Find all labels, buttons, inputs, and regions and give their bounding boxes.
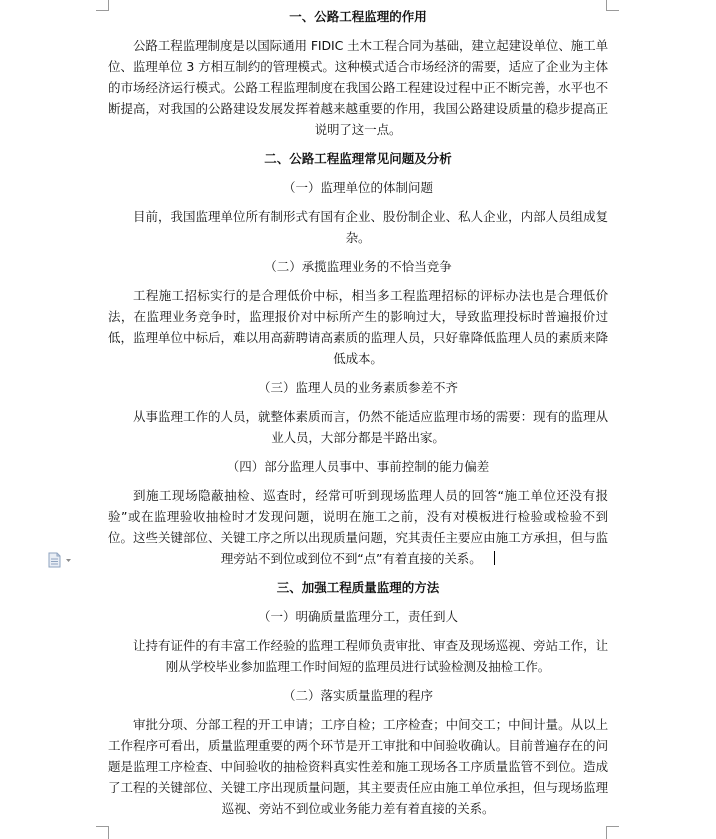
page-corner-mark xyxy=(606,826,619,839)
section-heading: 一、公路工程监理的作用 xyxy=(289,9,427,24)
document-body[interactable] xyxy=(108,6,608,827)
body-paragraph: 工程施工招标实行的是合理低价中标，相当多工程监理招标的评标办法也是合理低价法，在监理业务竞争时，监理报价对中标所产生的影响过大，导致监理投标时普遍报价过低，监理单位中标后，难以用高薪聘请高素质的监理人员，只好靠降低监理人员的素质来降低成本。 xyxy=(108,288,608,366)
text-cursor xyxy=(494,551,496,565)
body-paragraph: 从事监理工作的人员，就整体素质而言，仍然不能适应监理市场的需要：现有的监理从业人员，大部分都是半路出家。 xyxy=(133,409,608,445)
page-corner-mark xyxy=(96,826,109,839)
section-heading: 二、公路工程监理常见问题及分析 xyxy=(264,151,452,166)
subsection-heading: （二）落实质量监理的程序 xyxy=(282,688,433,703)
body-paragraph-with-cursor xyxy=(108,485,608,569)
paragraph-text: 到施工现场隐蔽抽检、巡查时，经常可听到现场监理人员的回答“施工单位还没有报验”或在监理验收抽检时才发现问题，说明在施工之前，没有对模板进行检验或检验不到位。这些关键部位、关键工序之所以出现质量问题，究其责任主要应由施工方承担，但与监理旁站不到位或到位不到“点”有着直接的关系。 xyxy=(108,488,608,566)
body-paragraph: 让持有证件的有丰富工作经验的监理工程师负责审批、审查及现场巡视、旁站工作，让刚从学校毕业参加监理工作时间短的监理员进行试验检测及抽检工作。 xyxy=(133,638,608,674)
subsection-heading: （二）承揽监理业务的不恰当竞争 xyxy=(264,259,452,274)
body-paragraph: 目前，我国监理单位所有制形式有国有企业、股份制企业、私人企业，内部人员组成复杂。 xyxy=(133,209,608,245)
subsection-heading: （一）明确质量监理分工，责任到人 xyxy=(257,609,458,624)
document-icon[interactable] xyxy=(47,552,75,568)
body-paragraph: 公路工程监理制度是以国际通用 FIDIC 土木工程合同为基础，建立起建设单位、施工单位、监理单位 3 方相互制约的管理模式。这种模式适合市场经济的需要，适应了企业为主体的市场经济运行模式。公路工程监理制度在我国公路工程建设过程中正不断完善，水平也不断提高，对我国的公路建设发展发挥着越来越重要的作用，我国公路建设质量的稳步提高正说明了这一点。 xyxy=(108,38,608,137)
body-paragraph: 审批分项、分部工程的开工申请；工序自检；工序检查；中间交工；中间计量。从以上工作程序可看出，质量监理重要的两个环节是开工审批和中间验收确认。目前普遍存在的问题是监理工序检查、中间验收的抽检资料真实性差和施工现场各工序质量监管不到位。造成了工程的关键部位、关键工序出现质量问题，其主要责任应由施工单位承担，但与现场监理巡视、旁站不到位或业务能力差有着直接的关系。 xyxy=(108,717,608,816)
section-heading: 三、加强工程质量监理的方法 xyxy=(276,580,440,595)
subsection-heading: （三）监理人员的业务素质参差不齐 xyxy=(257,380,458,395)
subsection-heading: （一）监理单位的体制问题 xyxy=(282,180,433,195)
subsection-heading: （四）部分监理人员事中、事前控制的能力偏差 xyxy=(226,459,490,474)
